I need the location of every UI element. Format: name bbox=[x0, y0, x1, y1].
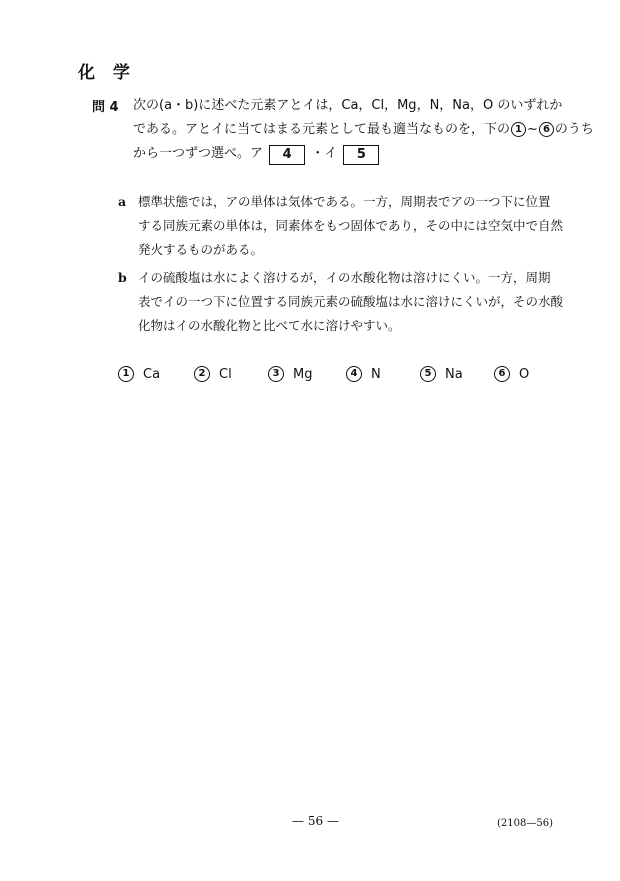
statement-b-line-2: 表でイの一つ下に位置する同族元素の硫酸塩は水に溶けにくいが，その水酸 bbox=[138, 294, 564, 309]
choice-2 bbox=[193, 366, 232, 382]
statement-b-line-1: イの硫酸塩は水によく溶けるが，イの水酸化物は溶けにくい。一方，周期 bbox=[138, 270, 551, 285]
choice-5-number: 5 bbox=[420, 366, 436, 382]
choice-3-number: 3 bbox=[268, 366, 284, 382]
statement-a-line-2: する同族元素の単体は，同素体をもつ固体であり，その中には空気中で自然 bbox=[138, 218, 564, 233]
question-line-2-pre: である。アとイに当てはまる元素として最も適当なものを，下の bbox=[133, 122, 511, 137]
answer-box-a: 4 bbox=[269, 145, 305, 165]
choice-4-number: 4 bbox=[346, 366, 362, 382]
choice-5-label: Na bbox=[445, 366, 463, 382]
answer-separator: ・イ bbox=[311, 146, 338, 161]
choice-5 bbox=[419, 366, 463, 382]
circled-number-6: 6 bbox=[539, 122, 554, 137]
circled-number-1: 1 bbox=[511, 122, 526, 137]
statement-b bbox=[118, 266, 568, 338]
statement-b-text bbox=[138, 266, 568, 338]
answer-box-i: 5 bbox=[343, 145, 379, 165]
choice-1-label: Ca bbox=[143, 366, 161, 382]
choice-4 bbox=[345, 366, 381, 382]
page-code: (2108—56) bbox=[497, 818, 553, 829]
statement-a-line-3: 発火するものがある。 bbox=[138, 242, 264, 257]
choice-6-number: 6 bbox=[494, 366, 510, 382]
question-line-1 bbox=[133, 94, 573, 118]
statement-b-label: b bbox=[118, 270, 127, 285]
statement-a bbox=[118, 190, 568, 262]
statement-a-text bbox=[138, 190, 568, 262]
choice-2-number: 2 bbox=[194, 366, 210, 382]
choice-6-label: O bbox=[519, 366, 530, 382]
choice-4-label: N bbox=[371, 366, 381, 382]
question-line-3-pre: から一つずつ選べ。ア bbox=[133, 146, 264, 161]
statement-a-label: a bbox=[118, 194, 127, 209]
question-line-2-post: のうち bbox=[554, 122, 594, 137]
choice-1-number: 1 bbox=[118, 366, 134, 382]
page-number: — 56 — bbox=[292, 814, 339, 828]
question-line-3 bbox=[133, 142, 573, 166]
choice-2-label: Cl bbox=[219, 366, 232, 382]
choice-3-label: Mg bbox=[293, 366, 313, 382]
choice-1 bbox=[117, 366, 160, 382]
question-number: 問 4 bbox=[92, 100, 119, 115]
question-line-2 bbox=[133, 118, 594, 142]
question-text bbox=[133, 94, 594, 166]
choice-6 bbox=[493, 366, 529, 382]
statement-a-line-1: 標準状態では，アの単体は気体である。一方，周期表でアの一つ下に位置 bbox=[138, 194, 551, 209]
question-line-1-text: 次の(a・b)に述べた元素アとイは，Ca，Cl，Mg，N，Na，O のいずれか bbox=[133, 98, 563, 113]
subject-heading: 化 学 bbox=[78, 63, 136, 83]
statement-b-line-3: 化物はイの水酸化物と比べて水に溶けやすい。 bbox=[138, 318, 401, 333]
range-tilde: ~ bbox=[527, 122, 538, 137]
choice-3 bbox=[267, 366, 312, 382]
